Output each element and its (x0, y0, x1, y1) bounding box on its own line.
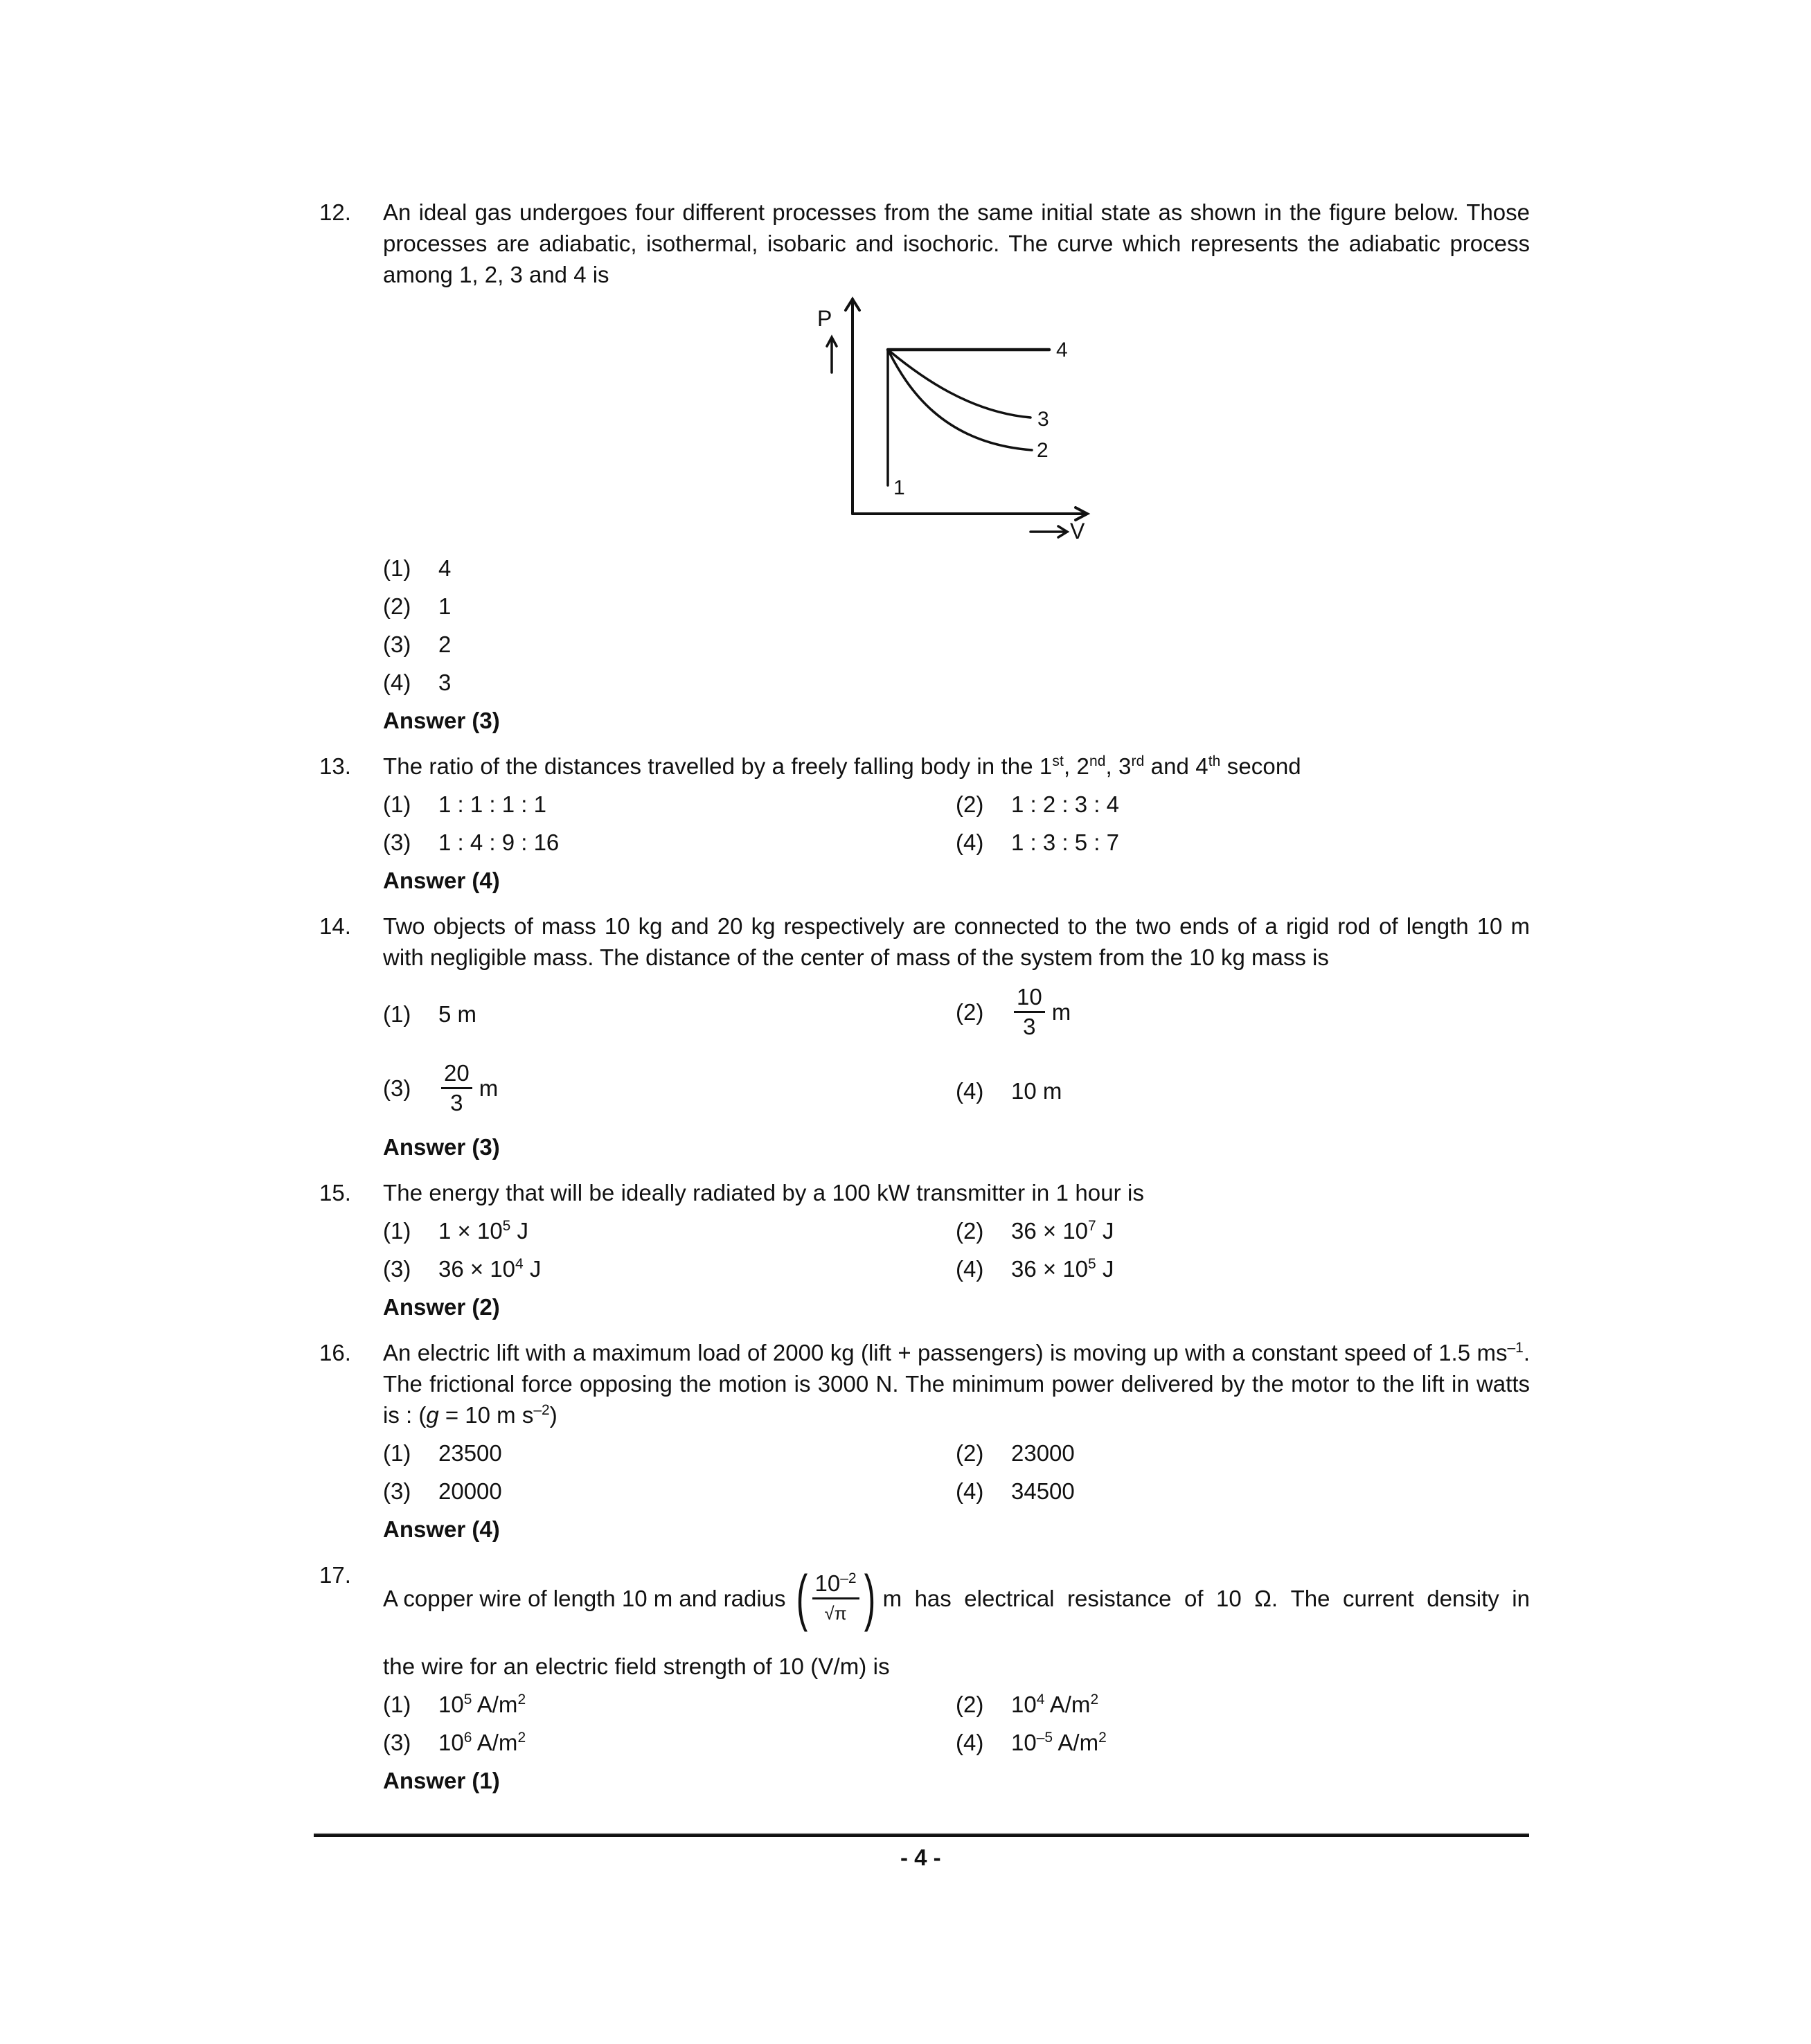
option-1[interactable] (383, 1437, 502, 1469)
question-number: 15. (319, 1180, 351, 1205)
option-value: 3 (438, 670, 452, 695)
question-stem: Two objects of mass 10 kg and 20 kg respectively are connected to the two ends of a rigid rod of length 10 m with negligible mass. The distance of the center of mass of the system from the 10 kg mass is (383, 913, 1530, 970)
option-4[interactable] (383, 667, 451, 698)
curve-label-3: 3 (1037, 408, 1049, 431)
option-2[interactable] (383, 591, 451, 622)
option-label: (1) (383, 1001, 411, 1027)
option-4[interactable] (956, 1075, 1062, 1106)
answer-label: Answer (2) (383, 1294, 500, 1320)
option-value: 2 (438, 631, 452, 657)
option-unit: m (1051, 999, 1071, 1025)
option-3[interactable] (383, 1476, 502, 1507)
option-label: (2) (956, 791, 984, 817)
option-value: $10^6$ $A/m^2$ (438, 1730, 526, 1755)
option-label: (2) (956, 999, 984, 1025)
option-value: $36 \times 10^7$ J (1011, 1218, 1114, 1244)
curve-label-1: 1 (893, 476, 905, 499)
fraction: $\frac{10}{3}$ (1014, 983, 1045, 1041)
option-value: 1 : 4 : 9 : 16 (438, 830, 560, 855)
question-stem-line2: the wire for an electric field strength of 10 (V/m) is (383, 1653, 890, 1679)
option-value: $10^{-5}$ $A/m^2$ (1011, 1730, 1107, 1755)
option-label: (4) (956, 1078, 984, 1104)
option-value: 34500 (1011, 1478, 1075, 1504)
question-number: 16. (319, 1340, 351, 1365)
page-number: - 4 - (900, 1845, 941, 1870)
option-label: (3) (383, 631, 411, 657)
option-unit: m (479, 1075, 499, 1101)
question-stem: The energy that will be ideally radiated by a 100 kW transmitter in 1 hour is (383, 1180, 1145, 1205)
option-label: (1) (383, 1440, 411, 1466)
option-label: (2) (383, 593, 411, 619)
option-label: (1) (383, 1218, 411, 1244)
option-label: (3) (383, 830, 411, 855)
option-1[interactable] (383, 1215, 528, 1246)
option-label: (3) (383, 1075, 411, 1101)
option-value: 23000 (1011, 1440, 1075, 1466)
option-2[interactable] (956, 1437, 1075, 1469)
footer-divider (314, 1833, 1529, 1837)
option-label: (4) (956, 1256, 984, 1282)
option-1[interactable] (383, 789, 546, 820)
option-2[interactable] (956, 983, 1071, 1041)
option-label: (2) (956, 1218, 984, 1244)
option-1[interactable] (383, 553, 451, 584)
option-label: (4) (956, 1730, 984, 1755)
option-label: (3) (383, 1256, 411, 1282)
option-label: (4) (956, 830, 984, 855)
curve-label-2: 2 (1037, 439, 1049, 462)
curve-label-4: 4 (1056, 339, 1068, 361)
option-1[interactable] (383, 998, 476, 1030)
answer-label: Answer (1) (383, 1768, 500, 1793)
option-value: 1 (438, 593, 452, 619)
option-4[interactable] (956, 1253, 1114, 1284)
option-value: $36 \times 10^5$ J (1011, 1256, 1114, 1282)
option-4[interactable] (956, 1727, 1107, 1758)
question-stem: An ideal gas undergoes four different processes from the same initial state as shown in the figure below. Those processes are adiabatic, isothermal, isobaric and isochoric. The curve which represents the adiabatic process among 1, 2, 3 and 4 is (383, 199, 1530, 287)
answer-label: Answer (4) (383, 868, 500, 893)
option-1[interactable] (383, 1689, 526, 1720)
question-number: 17. (319, 1562, 351, 1588)
option-value: 1 : 2 : 3 : 4 (1011, 791, 1119, 817)
question-stem-line1: A copper wire of length 10 m and radius ( $\frac{10^{-2}}{√\pi}$ ) m has electrical resistance of 10 Ω. The current density in (383, 1563, 1530, 1633)
option-value: 20000 (438, 1478, 502, 1504)
y-axis-label: P (817, 306, 832, 331)
option-2[interactable] (956, 1689, 1098, 1720)
option-value: 1 : 3 : 5 : 7 (1011, 830, 1119, 855)
option-3[interactable] (383, 1059, 498, 1117)
option-3[interactable] (383, 1727, 526, 1758)
option-value: 4 (438, 555, 452, 581)
option-label: (1) (383, 555, 411, 581)
fraction: $\frac{20}{3}$ (441, 1059, 472, 1117)
question-stem: An electric lift with a maximum load of 2000 kg (lift + passengers) is moving up with a constant speed of 1.5 $ms^{-1}$. The frictional force opposing the motion is 3000 N. The minimum power delivered by the motor to the lift in watts is : (g = 10 m $s^{-2}$) (383, 1340, 1530, 1428)
option-2[interactable] (956, 789, 1119, 820)
option-value: $10^4$ $A/m^2$ (1011, 1692, 1099, 1717)
answer-label: Answer (4) (383, 1516, 500, 1542)
answer-label: Answer (3) (383, 708, 500, 733)
option-value: $1 \times 10^5$ J (438, 1218, 529, 1244)
option-4[interactable] (956, 1476, 1075, 1507)
option-label: (1) (383, 1692, 411, 1717)
option-label: (4) (956, 1478, 984, 1504)
option-label: (2) (956, 1692, 984, 1717)
option-label: (2) (956, 1440, 984, 1466)
option-value: 23500 (438, 1440, 502, 1466)
option-label: (1) (383, 791, 411, 817)
question-stem: The ratio of the distances travelled by a freely falling body in the 1st, 2nd, 3rd and 4th second (383, 753, 1301, 779)
question-number: 12. (319, 199, 351, 225)
option-value: $10^5$ $A/m^2$ (438, 1692, 526, 1717)
option-label: (3) (383, 1730, 411, 1755)
option-label: (3) (383, 1478, 411, 1504)
option-3[interactable] (383, 827, 559, 858)
x-axis-label: V (1070, 519, 1085, 544)
question-number: 13. (319, 753, 351, 779)
option-3[interactable] (383, 1253, 541, 1284)
option-value: 5 m (438, 1001, 477, 1027)
option-4[interactable] (956, 827, 1119, 858)
radius-fraction: $\frac{10^{-2}}{√\pi}$ (812, 1570, 859, 1627)
option-2[interactable] (956, 1215, 1114, 1246)
option-value: 1 : 1 : 1 : 1 (438, 791, 546, 817)
option-3[interactable] (383, 629, 451, 660)
question-number: 14. (319, 913, 351, 939)
option-value: 10 m (1011, 1078, 1062, 1104)
answer-label: Answer (3) (383, 1134, 500, 1160)
option-value: $36 \times 10^4$ J (438, 1256, 542, 1282)
option-label: (4) (383, 670, 411, 695)
